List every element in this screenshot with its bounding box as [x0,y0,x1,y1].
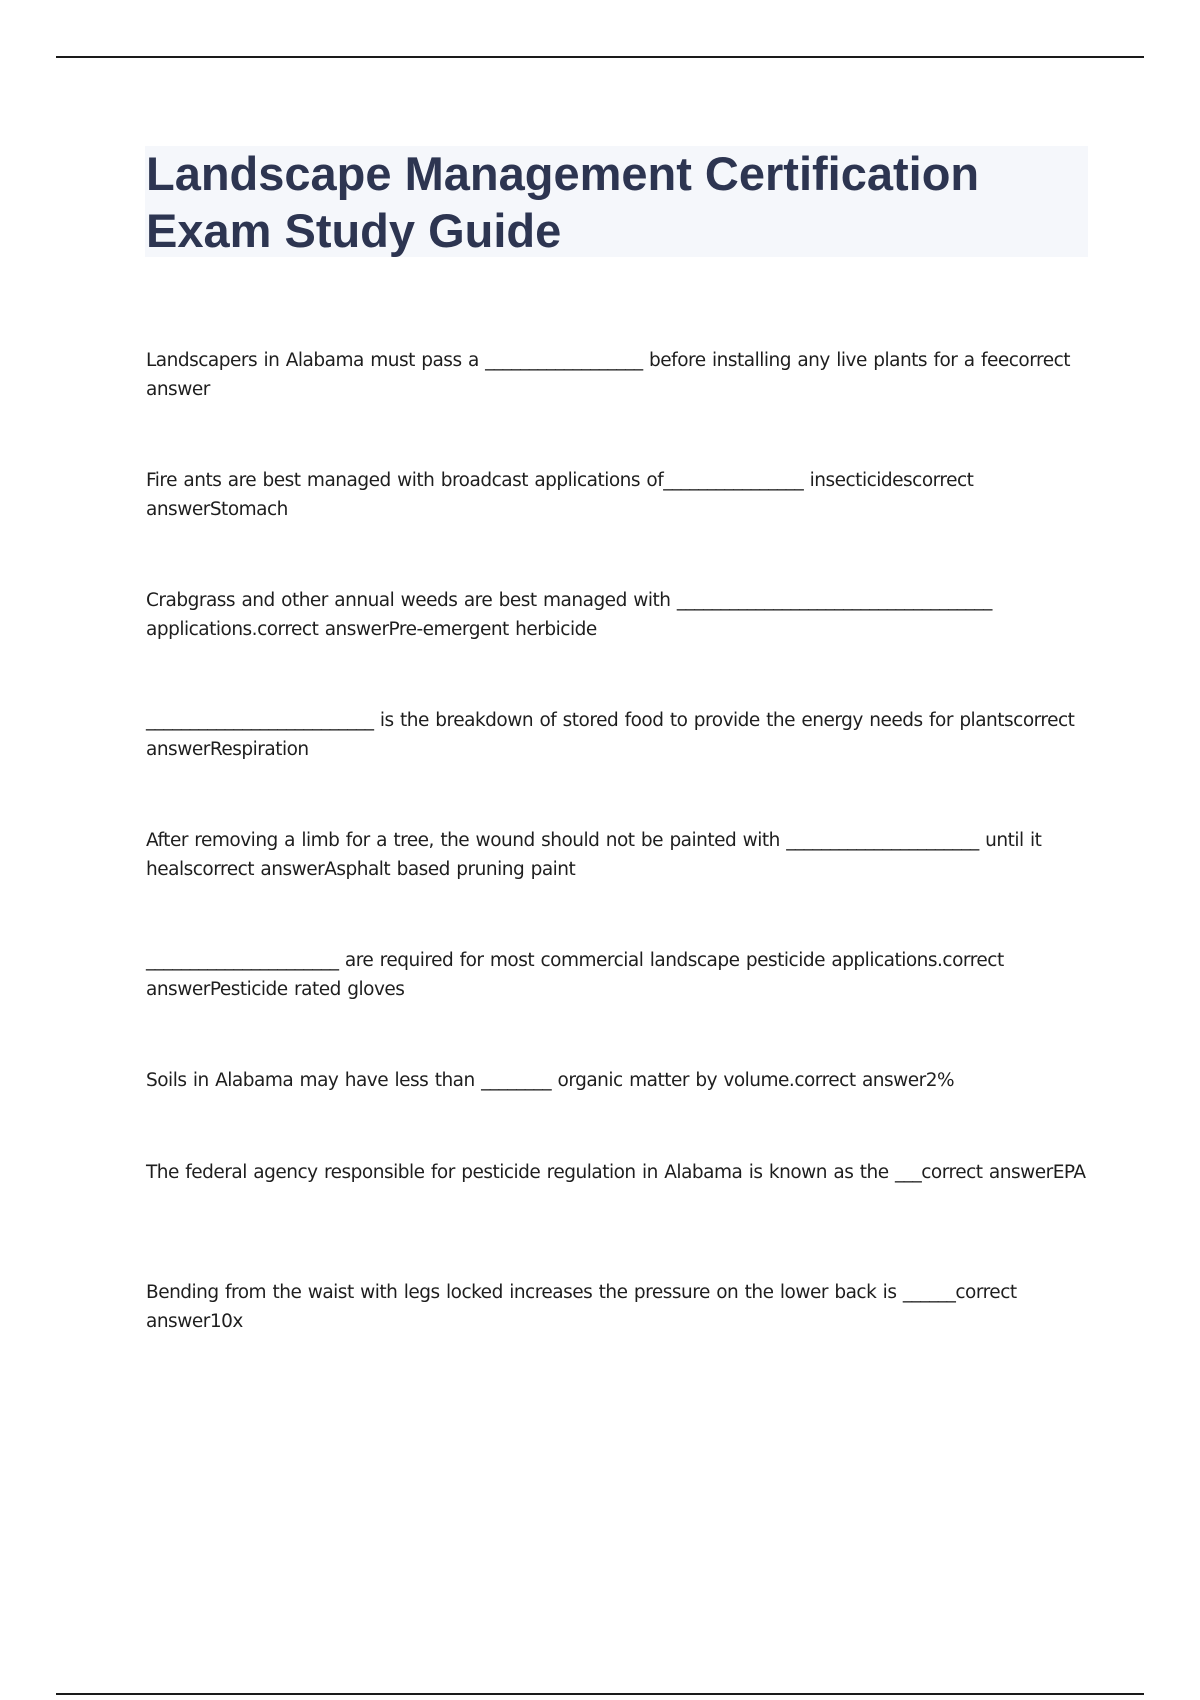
question-4: __________________________ is the breakdown of stored food to provide the energy needs for plantscorrect answerRespiration [146,710,1075,760]
page-title: Landscape Management Certification Exam Study Guide [146,147,980,257]
question-3: Crabgrass and other annual weeds are best managed with ____________________________________ applications.correct answerPre-emergent herbicide [146,590,992,640]
question-2: Fire ants are best managed with broadcast applications of________________ insecticidescorrect answerStomach [146,470,974,520]
question-8: The federal agency responsible for pesticide regulation in Alabama is known as the ___correct answerEPA [146,1162,1086,1183]
question-7: Soils in Alabama may have less than ________ organic matter by volume.correct answer2% [146,1070,955,1091]
top-rule [56,56,1144,58]
question-5: After removing a limb for a tree, the wound should not be painted with ______________________ until it healscorrect answerAsphalt based pruning paint [146,830,1042,880]
question-9: Bending from the waist with legs locked increases the pressure on the lower back is ______correct answer10x [146,1282,1017,1332]
question-1: Landscapers in Alabama must pass a __________________ before installing any live plants for a feecorrect answer [146,350,1071,400]
bottom-rule [56,1693,1144,1695]
question-6: ______________________ are required for most commercial landscape pesticide applications.correct answerPesticide rated gloves [146,950,1004,1000]
